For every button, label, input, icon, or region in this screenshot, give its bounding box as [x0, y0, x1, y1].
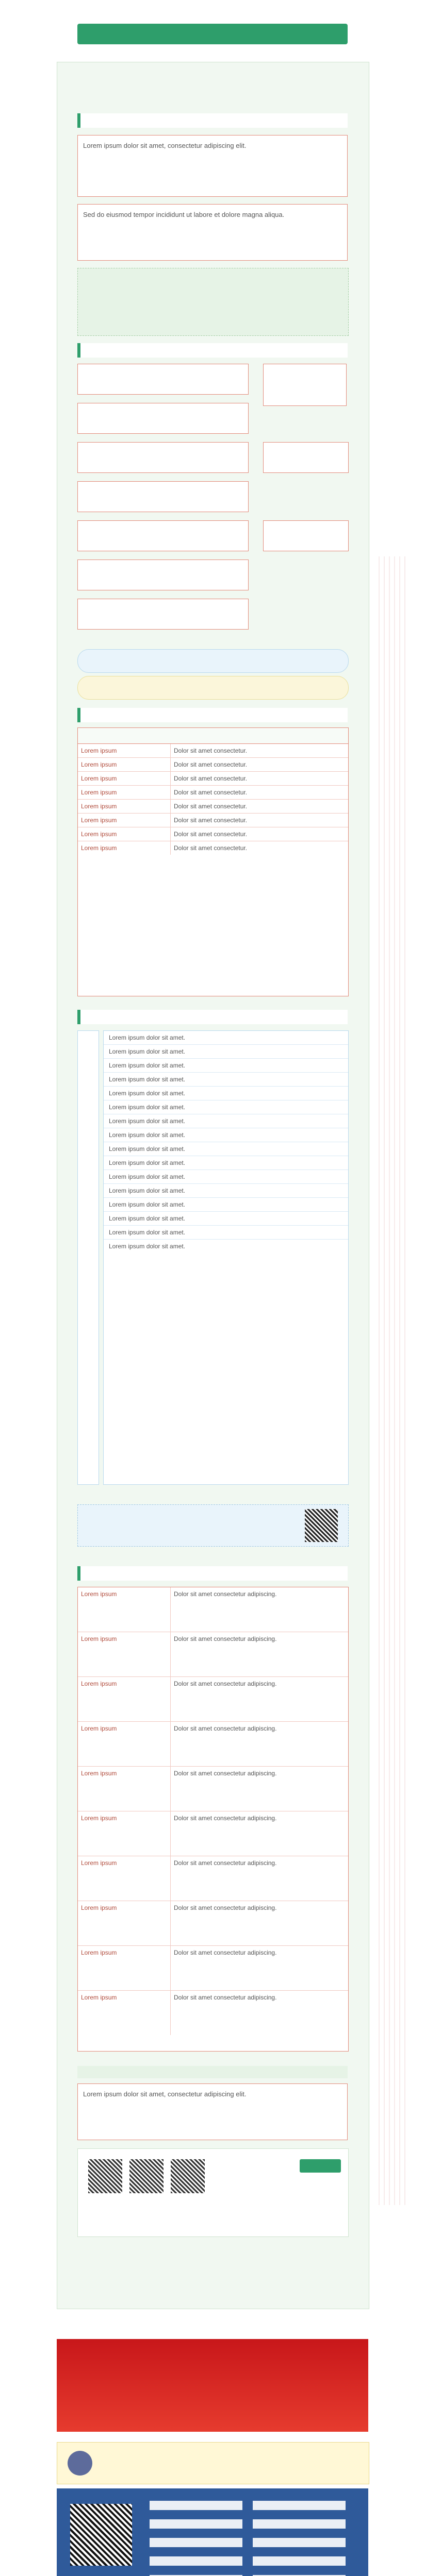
table-cell-key: Lorem ipsum — [78, 758, 171, 771]
list-item: Lorem ipsum dolor sit amet. — [104, 1059, 348, 1073]
flow-step — [77, 560, 249, 590]
table-cell-key: Lorem ipsum — [78, 827, 171, 841]
table-cell-value: Dolor sit amet consectetur adipiscing. — [174, 1770, 277, 1777]
table-cell-value: Dolor sit amet consectetur. — [174, 761, 248, 768]
table-cell-key: Lorem ipsum — [78, 1767, 171, 1811]
qr-code[interactable] — [305, 1509, 338, 1542]
data-table-2 — [77, 1587, 349, 2052]
service-item — [150, 2501, 242, 2510]
table-row — [78, 1946, 348, 1991]
brand-stamp — [77, 1504, 349, 1547]
numbered-list — [103, 1030, 349, 1485]
list-item: Lorem ipsum dolor sit amet. — [104, 1170, 348, 1184]
table-row — [78, 772, 348, 786]
table-cell-key: Lorem ipsum — [78, 841, 171, 855]
section-header-4 — [77, 1010, 348, 1024]
table-cell-value: Dolor sit amet consectetur. — [174, 831, 248, 838]
table-cell-value: Dolor sit amet consectetur. — [174, 775, 248, 782]
list-item: Lorem ipsum dolor sit amet. — [104, 1142, 348, 1156]
table-cell-key: Lorem ipsum — [78, 800, 171, 813]
firm-logo-icon — [68, 2451, 92, 2476]
flow-step — [77, 599, 249, 630]
table-cell-value: Dolor sit amet consectetur. — [174, 747, 248, 754]
table-cell-value: Dolor sit amet consectetur. — [174, 803, 248, 810]
flow-note-box — [263, 520, 349, 551]
table-cell-key: Lorem ipsum — [78, 1901, 171, 1945]
table-cell-key: Lorem ipsum — [78, 1991, 171, 2035]
follow-card — [77, 2148, 349, 2237]
table-row — [78, 1811, 348, 1856]
table-cell-value: Dolor sit amet consectetur adipiscing. — [174, 1680, 277, 1687]
table-row — [78, 1587, 348, 1632]
list-item: Lorem ipsum dolor sit amet. — [104, 1184, 348, 1198]
list-item: Lorem ipsum dolor sit amet. — [104, 1100, 348, 1114]
table-cell-value: Dolor sit amet consectetur. — [174, 844, 248, 852]
qr-code[interactable] — [171, 2159, 205, 2193]
data-table-1 — [77, 727, 349, 996]
flow-step — [77, 481, 249, 512]
table-row — [78, 786, 348, 800]
decorative-stripes — [379, 556, 410, 2205]
table-cell-key: Lorem ipsum — [78, 1946, 171, 1990]
side-label — [77, 1030, 99, 1485]
list-item: Lorem ipsum dolor sit amet. — [104, 1212, 348, 1226]
list-item: Lorem ipsum dolor sit amet. — [109, 1243, 186, 1250]
table-cell-key: Lorem ipsum — [78, 1677, 171, 1721]
table-row — [78, 1901, 348, 1946]
flow-step — [77, 403, 249, 434]
flow-note-box — [263, 442, 349, 473]
list-item: Lorem ipsum dolor sit amet. — [104, 1156, 348, 1170]
service-item — [253, 2519, 346, 2529]
service-item — [253, 2538, 346, 2547]
table-row — [78, 744, 348, 758]
service-item — [150, 2556, 242, 2566]
service-item — [150, 2519, 242, 2529]
section-header-1 — [77, 113, 348, 128]
table-cell-key: Lorem ipsum — [78, 772, 171, 785]
table-cell-key: Lorem ipsum — [78, 1856, 171, 1901]
services-list — [150, 2501, 356, 2576]
table-row — [78, 1856, 348, 1901]
table-cell-value: Dolor sit amet consectetur adipiscing. — [174, 1859, 277, 1867]
section-header-3 — [77, 708, 348, 722]
section-header-5 — [77, 1566, 348, 1581]
table-row — [78, 1677, 348, 1722]
table-cell-key: Lorem ipsum — [78, 1587, 171, 1632]
list-item: Lorem ipsum dolor sit amet. — [104, 1128, 348, 1142]
flow-diagram — [77, 364, 348, 642]
table-row — [78, 841, 348, 855]
flow-step — [77, 442, 249, 473]
firm-banner[interactable] — [57, 2442, 369, 2484]
highlight-strip — [77, 268, 349, 336]
table-cell-key: Lorem ipsum — [78, 814, 171, 827]
section-header-2 — [77, 343, 348, 358]
table-cell-value: Dolor sit amet consectetur adipiscing. — [174, 1994, 277, 2001]
table-cell-value: Dolor sit amet consectetur adipiscing. — [174, 1590, 277, 1598]
services-panel — [57, 2488, 368, 2576]
share-button[interactable] — [300, 2159, 341, 2173]
table-cell-key: Lorem ipsum — [78, 744, 171, 757]
info-pill — [77, 649, 349, 673]
table-row — [78, 814, 348, 827]
qr-code[interactable] — [88, 2159, 122, 2193]
table-cell-value: Dolor sit amet consectetur adipiscing. — [174, 1725, 277, 1732]
table-row — [78, 800, 348, 814]
table-row — [78, 1722, 348, 1767]
table-cell-key: Lorem ipsum — [78, 1722, 171, 1766]
top-banner — [77, 24, 348, 44]
service-item — [253, 2556, 346, 2566]
intro-text-box: Lorem ipsum dolor sit amet, consectetur adipiscing elit. — [77, 135, 348, 197]
table-cell-value: Dolor sit amet consectetur. — [174, 789, 248, 796]
table-row — [78, 758, 348, 772]
service-item — [150, 2538, 242, 2547]
intro-text-box-2: Sed do eiusmod tempor incididunt ut labore et dolore magna aliqua. — [77, 204, 348, 261]
flow-step — [77, 364, 249, 395]
table-cell-value: Dolor sit amet consectetur adipiscing. — [174, 1635, 277, 1642]
table-cell-key: Lorem ipsum — [78, 1811, 171, 1856]
table-row — [78, 1632, 348, 1677]
qr-code[interactable] — [129, 2159, 164, 2193]
qr-code[interactable] — [70, 2504, 132, 2566]
list-item: Lorem ipsum dolor sit amet. — [104, 1087, 348, 1100]
list-item: Lorem ipsum dolor sit amet. — [104, 1045, 348, 1059]
list-item: Lorem ipsum dolor sit amet. — [104, 1114, 348, 1128]
list-item: Lorem ipsum dolor sit amet. — [104, 1031, 348, 1045]
table-row — [78, 827, 348, 841]
flow-step — [77, 520, 249, 551]
service-item — [253, 2501, 346, 2510]
notes-text: Lorem ipsum dolor sit amet, consectetur adipiscing elit. — [77, 2083, 348, 2140]
table-cell-value: Dolor sit amet consectetur adipiscing. — [174, 1904, 277, 1911]
list-item: Lorem ipsum dolor sit amet. — [104, 1198, 348, 1212]
table-cell-value: Dolor sit amet consectetur. — [174, 817, 248, 824]
table-caption — [78, 728, 348, 744]
info-pill-yellow — [77, 676, 349, 700]
list-item: Lorem ipsum dolor sit amet. — [104, 1226, 348, 1240]
notes-header — [77, 2066, 348, 2078]
table-cell-value: Dolor sit amet consectetur adipiscing. — [174, 1949, 277, 1956]
table-cell-key: Lorem ipsum — [78, 786, 171, 799]
table-row — [78, 1991, 348, 2035]
flow-note-box — [263, 364, 347, 406]
ad-banner-red[interactable] — [57, 2339, 368, 2432]
list-item: Lorem ipsum dolor sit amet. — [104, 1073, 348, 1087]
table-cell-key: Lorem ipsum — [78, 1632, 171, 1676]
table-row — [78, 1767, 348, 1811]
table-cell-value: Dolor sit amet consectetur adipiscing. — [174, 1815, 277, 1822]
